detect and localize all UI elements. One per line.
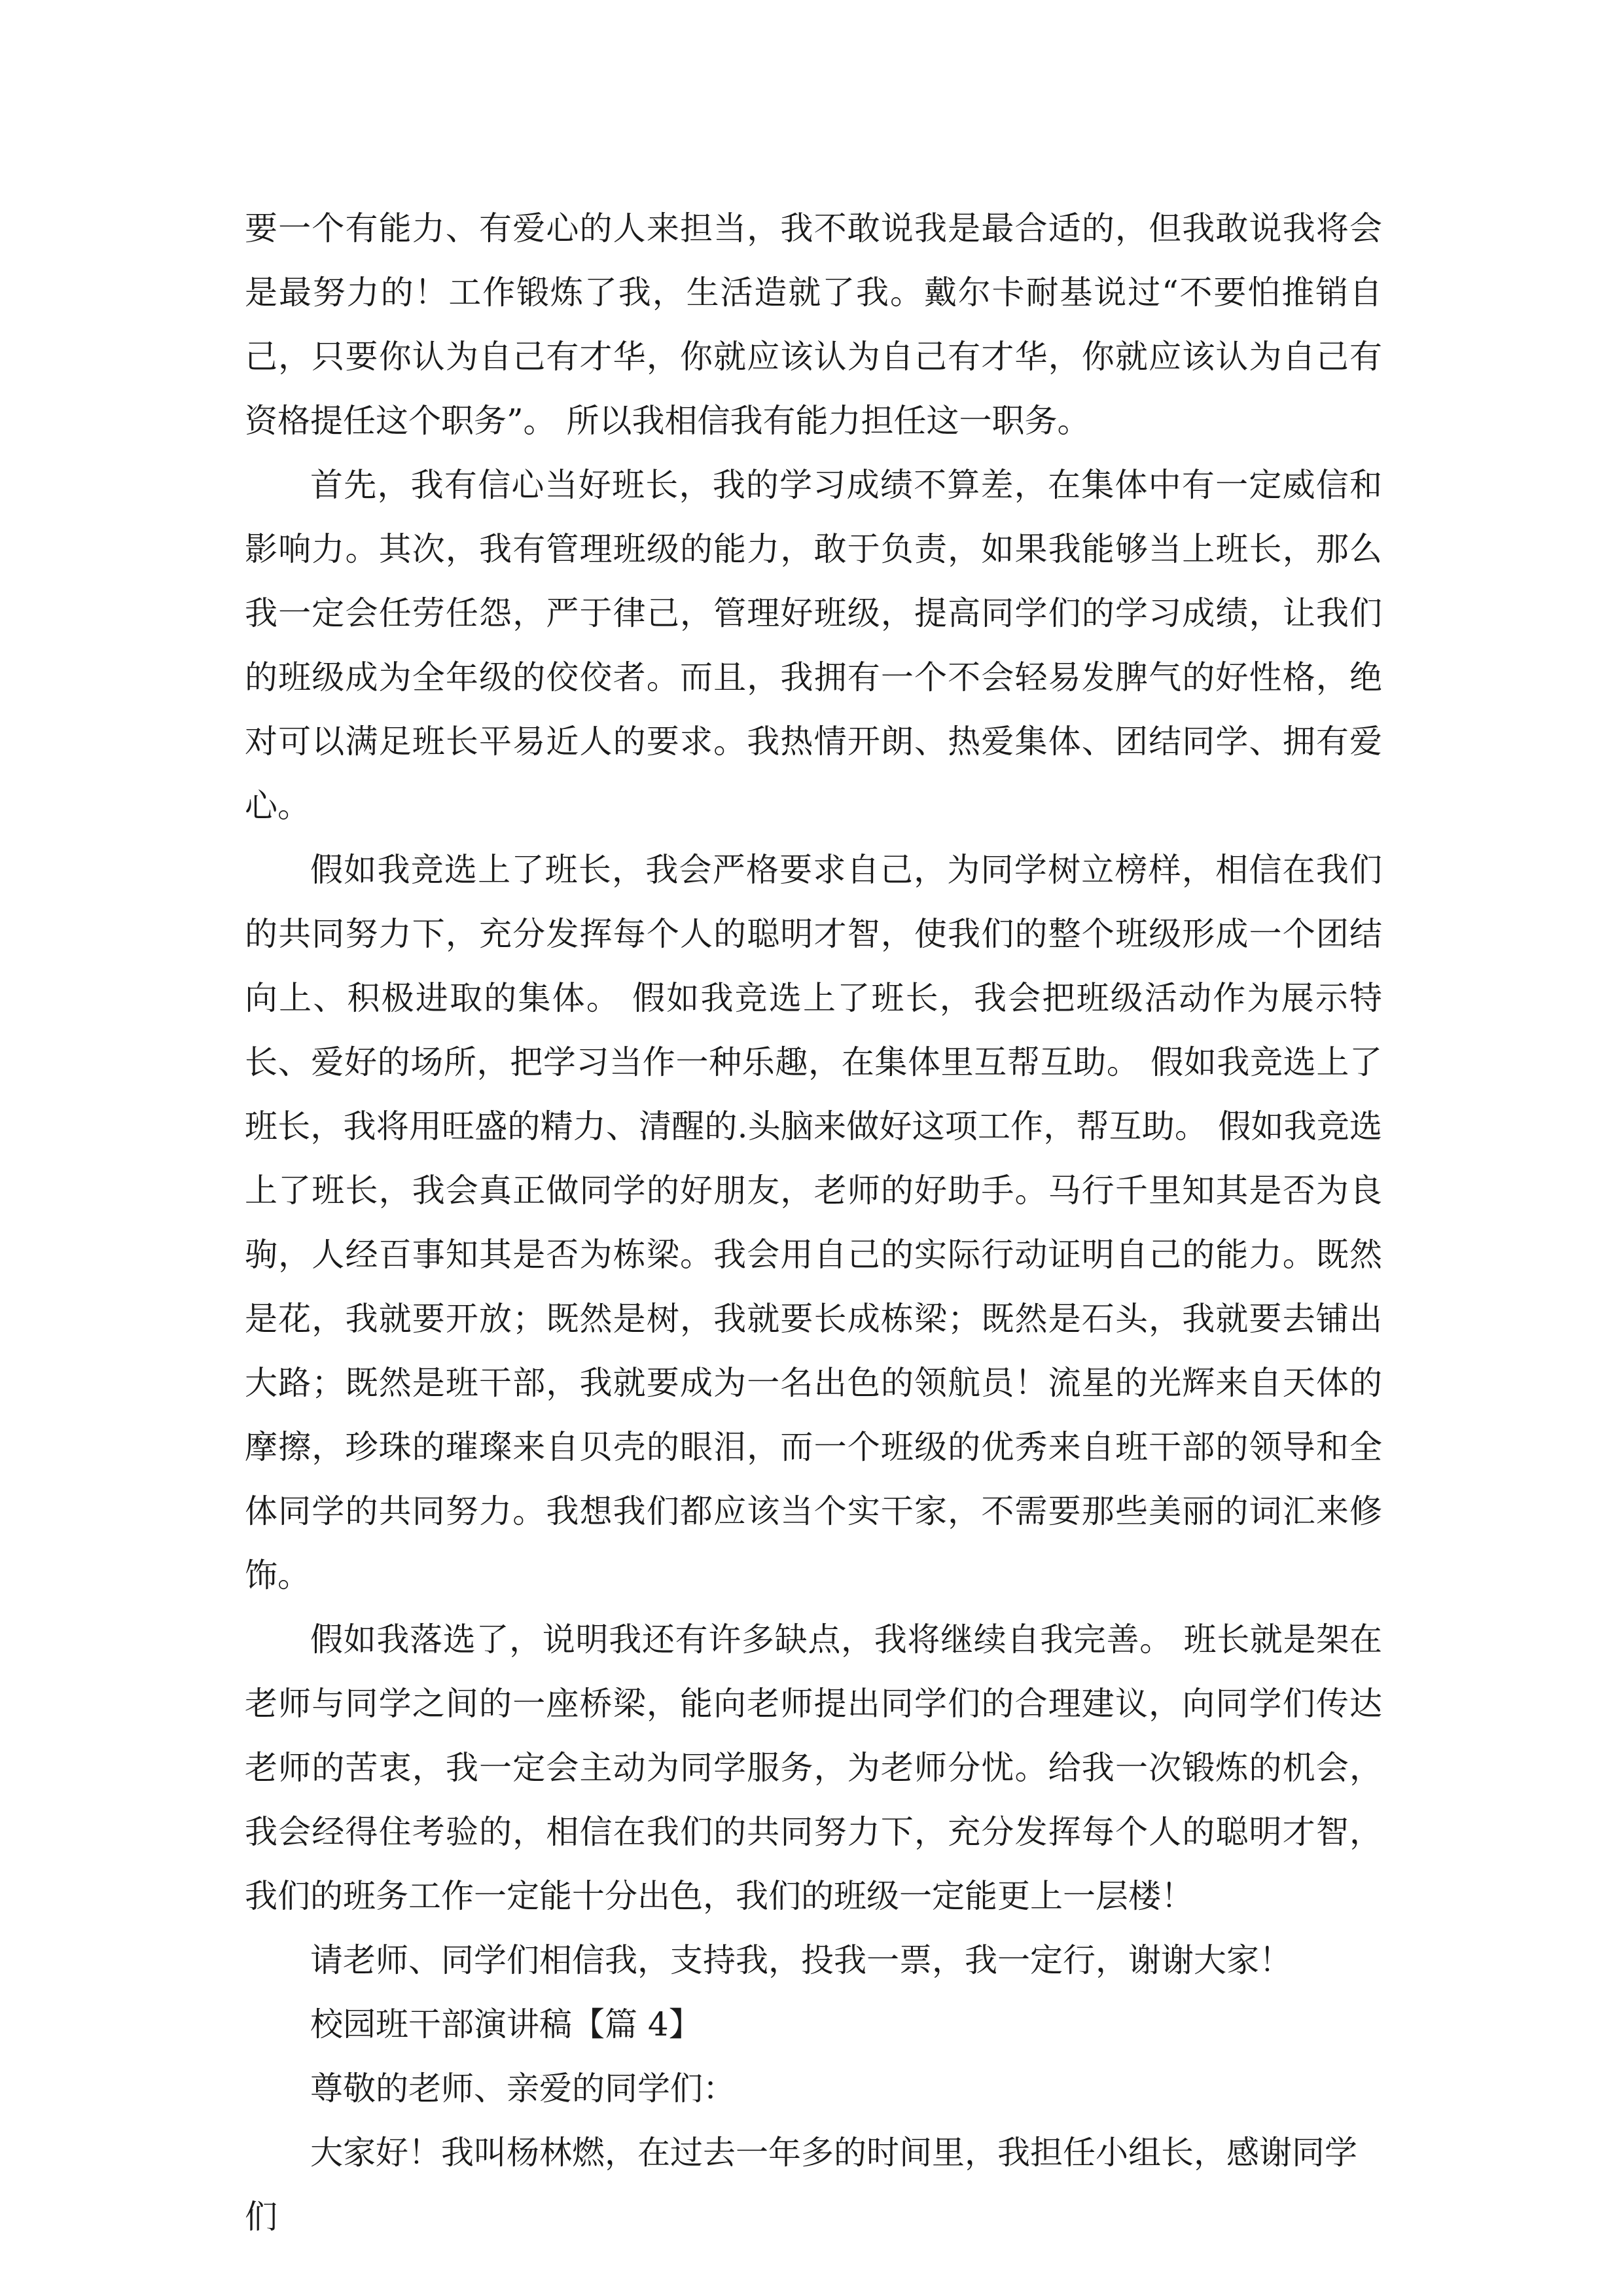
salutation: 尊敬的老师、亲爱的同学们： — [310, 2070, 736, 2108]
section-heading: 校园班干部演讲稿【篇 4】 — [310, 2005, 702, 2043]
paragraph-greeting: 大家好！我叫杨林燃，在过去一年多的时间里，我担任小组长，感谢同学们 — [245, 2134, 1357, 2236]
paragraph-confidence: 首先，我有信心当好班长，我的学习成绩不算差，在集体中有一定威信和影响力。其次，我有管理班级的能力，敢于负责，如果我能够当上班长，那么我一定会任劳任怨，严于律己，管理好班级，提高同学们的学习成绩，让我们的班级成为全年级的佼佼者。而且，我拥有一个不会轻易发脾气的好性格，绝对可以满足班长平易近人的要求。我热情开朗、热爱集体、团结同学、拥有爱心。 — [245, 466, 1382, 825]
document-body — [245, 196, 1382, 2249]
paragraph-if-not-elected: 假如我落选了，说明我还有许多缺点，我将继续自我完善。 班长就是架在老师与同学之间的一座桥梁，能向老师提出同学们的合理建议，向同学们传达老师的苦衷，我一定会主动为同学服务，为老师分忧。给我一次锻炼的机会，我会经得住考验的，相信在我们的共同努力下，充分发挥每个人的聪明才智，我们的班务工作一定能十分出色，我们的班级一定能更上一层楼！ — [245, 1621, 1382, 1915]
paragraph-if-elected: 假如我竞选上了班长，我会严格要求自己，为同学树立榜样，相信在我们的共同努力下，充分发挥每个人的聪明才智，使我们的整个班级形成一个团结向上、积极进取的集体。 假如我竞选上了班长，我会把班级活动作为展示特长、爱好的场所，把学习当作一种乐趣，在集体里互帮互助。 假如我竞选上了班长，我将用旺盛的精力、清醒的.头脑来做好这项工作，帮互助。 假如我竞选上了班长，我会真正做同学的好朋友，老师的好助手。马行千里知其是否为良驹，人经百事知其是否为栋梁。我会用自己的实际行动证明自己的能力。既然是花，我就要开放；既然是树，我就要长成栋梁；既然是石头，我就要去铺出大路；既然是班干部，我就要成为一名出色的领航员！流星的光辉来自天体的摩擦，珍珠的璀璨来自贝壳的眼泪，而一个班级的优秀来自班干部的领导和全体同学的共同努力。我想我们都应该当个实干家，不需要那些美丽的词汇来修饰。 — [245, 851, 1382, 1594]
paragraph-continued: 要一个有能力、有爱心的人来担当，我不敢说我是最合适的，但我敢说我将会是最努力的！工作锻炼了我，生活造就了我。戴尔卡耐基说过“不要怕推销自己，只要你认为自己有才华，你就应该认为自己有才华，你就应该认为自己有资格提任这个职务”。 所以我相信我有能力担任这一职务。 — [245, 209, 1382, 440]
paragraph-closing-request: 请老师、同学们相信我，支持我，投我一票，我一定行，谢谢大家！ — [310, 1941, 1292, 1979]
